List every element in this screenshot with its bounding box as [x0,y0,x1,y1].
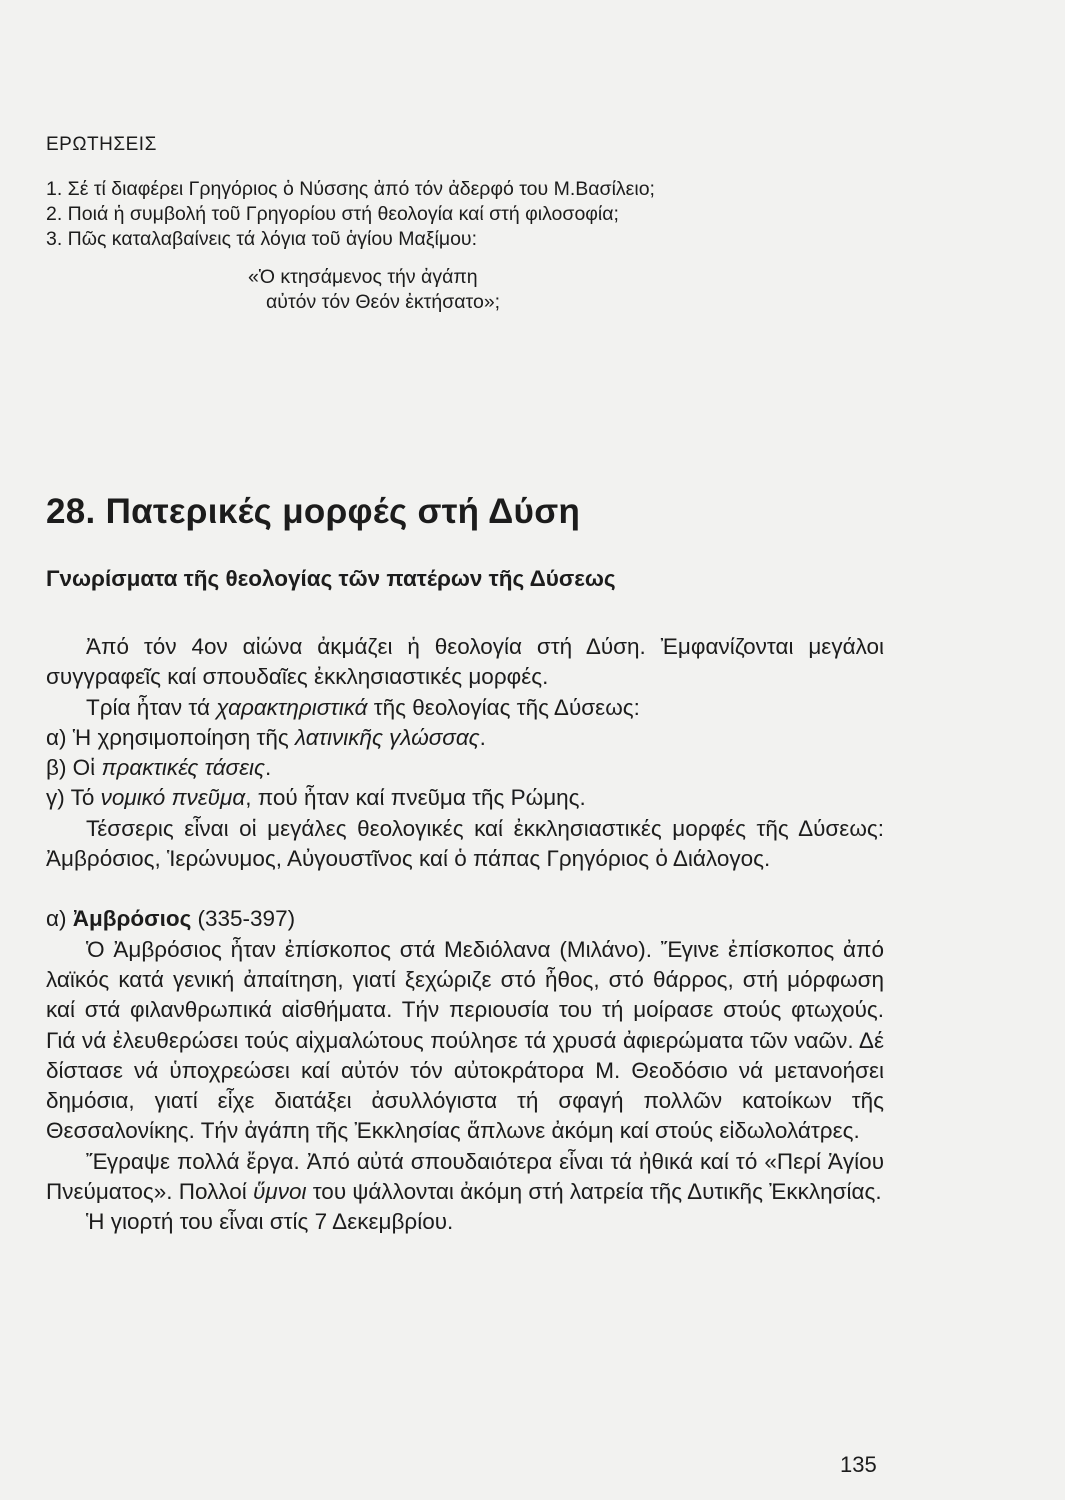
quote-line: αὐτόν τόν Θεόν ἐκτήσατο»; [266,291,501,313]
characteristics-paragraph [46,693,884,723]
chapter-title: 28. Πατερικές μορφές στή Δύση [46,492,581,531]
list-item-b [46,753,884,783]
body-text [46,632,884,1238]
maximus-quote [248,265,500,315]
text-run: του ψάλλονται ἀκόμη στή λατρεία τῆς Δυτικῆς Ἐκκλησίας. [306,1179,882,1205]
list-item-c [46,783,884,813]
figures-paragraph: Τέσσερις εἶναι οἱ μεγάλες θεολογικές καί ἐκκλησιαστικές μορφές τῆς Δύσεως: Ἀμβρόσιος, Ἱερώνυμος, Αὐγουστῖνος καί ὁ πάπας Γρηγόριος ὁ Διάλογος. [46,815,884,872]
text-run: . [479,724,486,750]
emphasis: λατινικῆς γλώσσας [295,724,480,750]
section-a-heading [46,904,884,934]
page-number: 135 [840,1452,877,1477]
text-run: . [264,755,272,781]
section-subheading: Γνωρίσματα τῆς θεολογίας τῶν πατέρων τῆς Δύσεως [46,566,616,591]
text-run: τῆς θεολογίας τῆς Δύσεως: [367,694,640,720]
text-run: β) Οἱ [46,755,102,781]
emphasis: νομικό πνεῦμα [100,785,246,811]
text-run: , πού ἦταν καί πνεῦμα τῆς Ρώμης. [245,785,586,811]
ambrose-paragraph-3: Ἡ γιορτή του εἶναι στίς 7 Δεκεμβρίου. [86,1209,454,1235]
ambrose-paragraph-1: Ὁ Ἀμβρόσιος ἦταν ἐπίσκοπος στά Μεδιόλανα (Μιλάνο). Ἔγινε ἐπίσκοπος ἀπό λαϊκός κατά γενική ἀπαίτηση, γιατί ξεχώριζε στό ἦθος, στό θάρρος, στή μόρφωση καί στά φιλανθρωπικά αἰσθήματα. Τήν περιουσία του τή μοίρασε στούς φτωχούς. Γιά νά ἐλευθερώσει τούς αἰχμαλώτους πούλησε τά χρυσά ἀφιερώματα τῶν ναῶν. Δέ δίστασε νά ὑποχρεώσει καί αὐτόν τόν αὐτοκράτορα Μ. Θεοδόσιο νά μετανοήσει δημόσια, γιατί εἶχε διατάξει ἀσυλλόγιστα τή σφαγή πολλῶν κατοίκων τῆς Θεσσαλονίκης. Τήν ἀγάπη τῆς Ἐκκλησίας ἅπλωνε ἀκόμη καί στούς εἰδωλολάτρες. [46,936,884,1144]
text-run: α) Ἡ χρησιμοποίηση τῆς [46,724,295,750]
question-item: 3. Πῶς καταλαβαίνεις τά λόγια τοῦ ἁγίου Μαξίμου: [46,228,477,250]
questions-heading: ΕΡΩΤΗΣΕΙΣ [46,134,157,155]
emphasis: πρακτικές τάσεις [101,755,265,781]
dates: (335-397) [191,906,296,932]
intro-paragraph: Ἀπό τόν 4ον αἰώνα ἀκμάζει ἡ θεολογία στή Δύση. Ἐμφανίζονται μεγάλοι συγγραφεῖς καί σπουδαῖες ἐκκλησιαστικές μορφές. [46,634,884,690]
ambrose-paragraph-2 [46,1147,884,1208]
emphasis: ὕμνοι [253,1179,307,1205]
person-name: Ἀμβρόσιος [72,906,192,932]
text-run: α) [46,906,73,932]
question-item: 1. Σέ τί διαφέρει Γρηγόριος ὁ Νύσσης ἀπό τόν ἀδερφό του Μ.Βασίλειο; [46,178,655,200]
quote-line: «Ὁ κτησάμενος τήν ἀγάπη [248,266,478,288]
text-run: γ) Τό [46,785,101,811]
list-item-a [46,723,884,753]
text-run: Ἔγραψε πολλά ἔργα. Ἀπό αὐτά σπουδαιότερα εἶναι τά ἠθικά καί τό «Περί Ἁγίου Πνεύματος». Πολλοί [46,1148,884,1205]
question-item: 2. Ποιά ἡ συμβολή τοῦ Γρηγορίου στή θεολογία καί στή φιλοσοφία; [46,203,619,225]
text-run: Τρία ἦταν τά [86,694,217,720]
emphasis: χαρακτηριστικά [216,694,368,720]
questions-list [46,177,655,252]
